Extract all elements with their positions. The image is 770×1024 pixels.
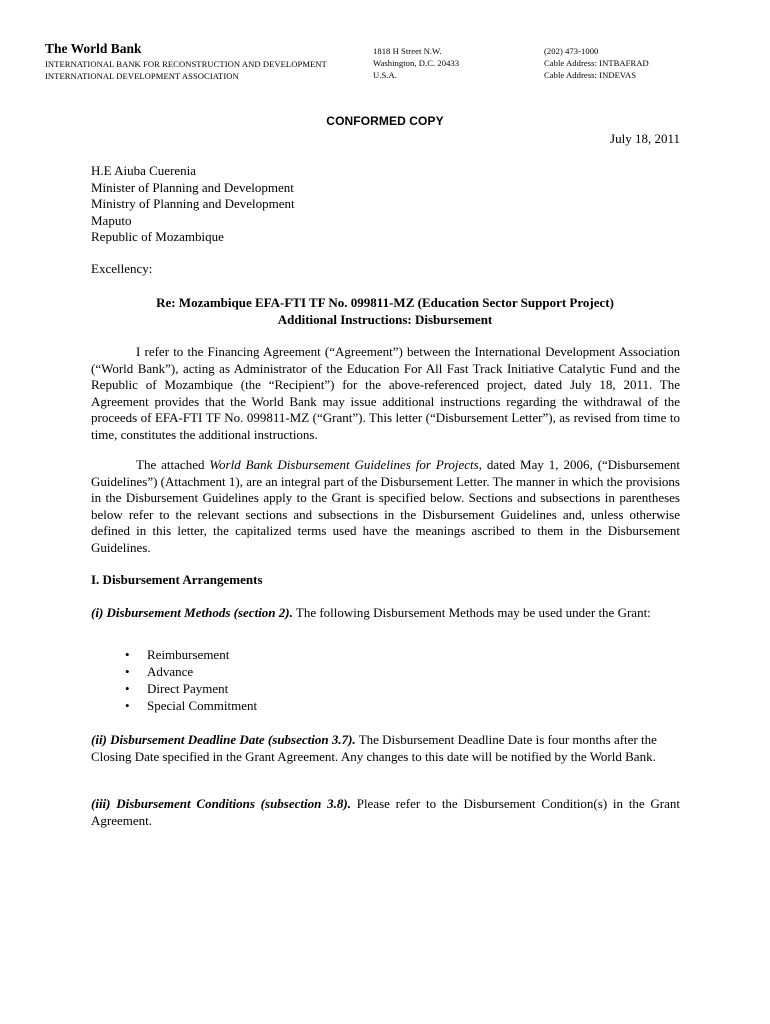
address-line: U.S.A. [373, 70, 397, 80]
list-item [125, 680, 257, 697]
paragraph-disbursement-conditions [91, 796, 680, 829]
subject-line [0, 295, 770, 328]
paragraph-guidelines [91, 457, 680, 556]
org-line-ida: INTERNATIONAL DEVELOPMENT ASSOCIATION [45, 71, 239, 81]
conditions-text: Please refer to the Disbursement Condition(s) in the Grant Agreement. [91, 796, 681, 828]
deadline-heading: (ii) Disbursement Deadline Date (subsection 3.7). [91, 732, 356, 747]
deadline-text: The Disbursement Deadline Date is four months after the Closing Date specified in the Grant Agreement. Any changes to this date will be notified by the World Bank. [91, 732, 657, 764]
list-item-label: Reimbursement [147, 647, 230, 662]
list-item [125, 646, 257, 663]
contact-line: Cable Address: INDEVAS [544, 70, 637, 80]
addressee-line: H.E Aiuba Cuerenia [91, 163, 197, 178]
conformed-copy-stamp: CONFORMED COPY [326, 114, 444, 128]
bullet-icon: • [125, 664, 130, 679]
addressee-line: Ministry of Planning and Development [91, 196, 295, 212]
bullet-icon: • [125, 647, 130, 662]
bullet-icon: • [125, 698, 130, 713]
subject-line-2: Additional Instructions: Disbursement [277, 311, 493, 327]
paragraph-deadline-date [91, 732, 680, 765]
paragraph-guidelines-rest: , dated May 1, 2006, (“Disbursement Guidelines”) (Attachment 1), are an integral part of the Disbursement Letter. The manner in which the provisions in the Disbursement Guidelines apply to the Grant is specified below. Sections and subsections in parentheses below refer to the relevant sections and subsections in the Disbursement Guidelines and, unless otherwise defined in this letter, the capitalized terms used have the meanings ascribed to them in the Disbursement Guidelines. [91, 457, 681, 555]
contact-line: Cable Address: INTBAFRAD [544, 58, 649, 68]
list-item-label: Special Commitment [147, 698, 258, 713]
list-item-label: Direct Payment [147, 681, 229, 696]
paragraph-guidelines-start: The attached [136, 457, 210, 472]
list-item [125, 663, 257, 680]
list-item-label: Advance [147, 664, 194, 679]
address-line: Washington, D.C. 20433 [373, 58, 460, 68]
addressee-block [91, 163, 295, 246]
addressee-line: Minister of Planning and Development [91, 179, 294, 195]
bullet-icon: • [125, 681, 130, 696]
disbursement-methods-list [125, 646, 257, 714]
salutation: Excellency: [91, 261, 153, 276]
subject-line-1: Re: Mozambique EFA-FTI TF No. 099811-MZ (Education Sector Support Project) [156, 295, 614, 310]
methods-heading: (i) Disbursement Methods (section 2). [91, 605, 293, 620]
guidelines-title: World Bank Disbursement Guidelines for Projects [209, 457, 479, 472]
paragraph-disbursement-methods [91, 605, 680, 622]
methods-text: The following Disbursement Methods may be used under the Grant: [292, 605, 651, 620]
section-heading-disbursement-arrangements: I. Disbursement Arrangements [91, 572, 263, 587]
address-line: 1818 H Street N.W. [373, 46, 442, 56]
org-line-ibrd: INTERNATIONAL BANK FOR RECONSTRUCTION AND DEVELOPMENT [45, 59, 327, 69]
letter-date: July 18, 2011 [610, 131, 680, 146]
addressee-line: Republic of Mozambique [91, 229, 224, 245]
letterhead-address [373, 45, 459, 81]
org-name: The World Bank [45, 41, 142, 56]
paragraph-financing-agreement: I refer to the Financing Agreement (“Agreement”) between the International Development Association (“World Bank”), acting as Administrator of the Education For All Fast Track Initiative Catalytic Fund and the Republic of Mozambique (the “Recipient”) for the above-referenced project, dated July 18, 2011. The Agreement provides that the World Bank may issue additional instructions regarding the withdrawal of the proceeds of EFA-FTI TF No. 099811-MZ (“Grant”). This letter (“Disbursement Letter”), as revised from time to time, constitutes the additional instructions. [91, 344, 680, 442]
letterhead-contact [544, 45, 649, 81]
list-item [125, 697, 257, 714]
conditions-heading: (iii) Disbursement Conditions (subsection 3.8). [91, 796, 351, 811]
addressee-line: Maputo [91, 212, 132, 228]
org-subtitle [45, 58, 327, 82]
contact-line: (202) 473-1000 [544, 46, 599, 56]
